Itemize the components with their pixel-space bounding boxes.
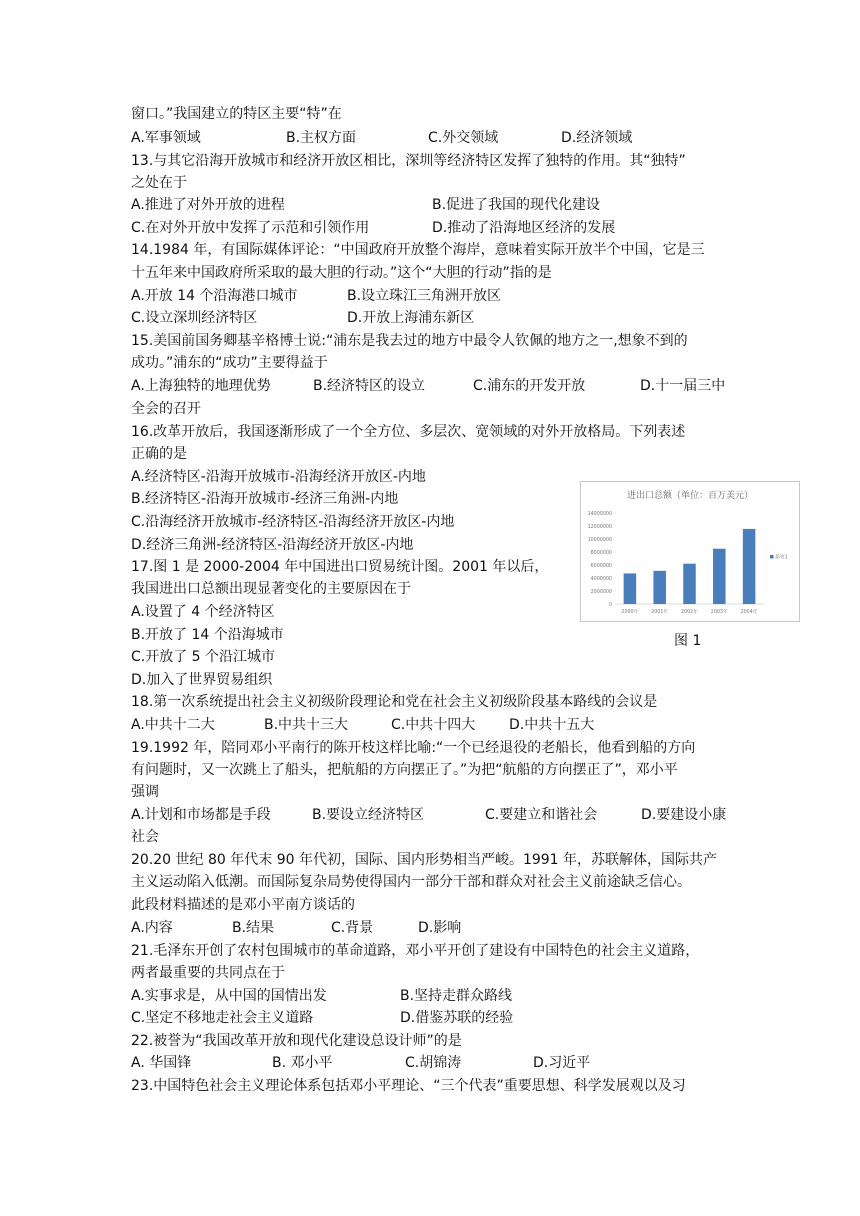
q21-option-b: B.坚持走群众路线 [400,988,513,1004]
question-16-text: 16.改革开放后，我国逐渐形成了一个全方位、多层次、宽领域的对外开放格局。下列表述 [131,424,686,440]
chart-title: 进出口总额（单位：百万美元） [626,491,754,501]
q21-option-a: A.实事求是，从中国的国情出发 [131,988,327,1004]
q18-option-c: C.中共十四大 [391,717,476,733]
question-13-text-cont: 之处在于 [131,175,187,191]
q18-option-b: B.中共十三大 [264,717,349,733]
question-21-text: 21.毛泽东开创了农村包围城市的革命道路，邓小平开创了建设有中国特色的社会主义道路， [131,943,700,959]
q16-option-a: A.经济特区-沿海开放城市-沿海经济开放区-内地 [131,469,426,485]
y-tick-label: 10000000 [587,538,612,543]
legend-swatch [770,555,774,559]
y-tick-label: 6000000 [590,564,612,569]
question-15-text: 15.美国前国务卿基辛格博士说:“浦东是我去过的地方中最令人钦佩的地方之一,想象不到的 [131,333,688,349]
question-16-text-cont: 正确的是 [131,446,187,462]
q14-option-d: D.开放上海浦东新区 [347,310,475,326]
trade-chart [580,481,800,622]
q22-option-b: B. 邓小平 [272,1055,333,1071]
q17-option-c: C.开放了 5 个沿江城市 [131,649,276,665]
q19-option-c: C.要建立和谐社会 [485,807,598,823]
q14-option-b: B.设立珠江三角洲开放区 [347,288,502,304]
q15-option-a: A.上海独特的地理优势 [131,378,271,394]
question-13-text: 13.与其它沿海开放城市和经济开放区相比，深圳等经济特区发挥了独特的作用。其“独特” [131,153,686,169]
q15-option-c: C.浦东的开发开放 [473,378,586,394]
chart-bar [624,573,637,604]
chart-bar [713,549,726,604]
chart-bar [683,564,696,604]
q17-option-b: B.开放了 14 个沿海城市 [131,627,284,643]
q12-option-d: D.经济领域 [561,130,633,146]
question-12-text: 窗口。”我国建立的特区主要“特”在 [131,106,342,122]
question-15-text-cont: 成功。”浦东的“成功”主要得益于 [131,355,328,371]
q16-option-d: D.经济三角洲-经济特区-沿海经济开放区-内地 [131,537,414,553]
question-20-text: 20.20 世纪 80 年代末 90 年代初，国际、国内形势相当严峻。1991 年，苏联解体，国际共产 [131,852,718,868]
q19-option-b: B.要设立经济特区 [312,807,425,823]
q15-option-b: B.经济特区的设立 [313,378,426,394]
q20-option-c: C.背景 [331,920,374,936]
q15-option-d: D.十一届三中 [640,378,726,394]
q15-option-d-cont: 全会的召开 [131,401,201,417]
x-tick-label: 2001年 [651,610,669,615]
q13-option-d: D.推动了沿海地区经济的发展 [432,220,616,236]
question-20-text-cont2: 此段材料描述的是邓小平南方谈话的 [131,897,355,913]
figure-caption: 图 1 [674,633,702,649]
q22-option-a: A. 华国锋 [131,1055,192,1071]
x-tick-label: 2003年 [710,610,728,615]
question-14-text: 14.1984 年，有国际媒体评论：“中国政府开放整个海岸，意味着实际开放半个中国，它是三 [131,242,705,258]
q13-option-c: C.在对外开放中发挥了示范和引领作用 [131,220,370,236]
q20-option-b: B.结果 [232,920,275,936]
q20-option-d: D.影响 [418,920,462,936]
chart-bar [653,571,666,604]
y-tick-label: 12000000 [587,525,612,530]
chart-canvas [581,482,799,621]
q16-option-b: B.经济特区-沿海开放城市-经济三角洲-内地 [131,491,399,507]
q12-option-b: B.主权方面 [286,130,357,146]
q14-option-a: A.开放 14 个沿海港口城市 [131,288,298,304]
chart-bar [743,529,756,604]
x-tick-label: 2000年 [621,610,639,615]
question-22-text: 22.被誉为“我国改革开放和现代化建设总设计师”的是 [131,1033,462,1049]
question-21-text-cont: 两者最重要的共同点在于 [131,965,285,981]
question-18-text: 18.第一次系统提出社会主义初级阶段理论和党在社会主义初级阶段基本路线的会议是 [131,694,658,710]
q22-option-c: C.胡锦涛 [405,1055,462,1071]
q19-option-d: D.要建设小康 [641,807,727,823]
legend-label: 系列1 [775,555,788,561]
q16-option-c: C.沿海经济开放城市-经济特区-沿海经济开放区-内地 [131,514,455,530]
q13-option-a: A.推进了对外开放的进程 [131,197,285,213]
q18-option-a: A.中共十二大 [131,717,215,733]
q13-option-b: B.促进了我国的现代化建设 [432,197,601,213]
q21-option-c: C.坚定不移地走社会主义道路 [131,1010,314,1026]
q19-option-d-cont: 社会 [131,829,159,845]
q14-option-c: C.设立深圳经济特区 [131,310,258,326]
question-17-text: 17.图 1 是 2000-2004 年中国进出口贸易统计图。2001 年以后， [131,559,549,575]
q17-option-d: D.加入了世界贸易组织 [131,672,273,688]
q12-option-c: C.外交领域 [428,130,499,146]
y-tick-label: 2000000 [590,590,612,595]
y-tick-label: 14000000 [587,512,612,517]
question-17-text-cont: 我国进出口总额出现显著变化的主要原因在于 [131,581,411,597]
q12-option-a: A.军事领域 [131,130,201,146]
question-19-text-cont2: 强调 [131,784,159,800]
q17-option-a: A.设置了 4 个经济特区 [131,604,275,620]
x-tick-label: 2004年 [740,610,758,615]
q18-option-d: D.中共十五大 [509,717,595,733]
y-tick-label: 4000000 [590,577,612,582]
question-19-text: 19.1992 年，陪同邓小平南行的陈开枝这样比喻:“一个已经退役的老船长，他看到船的方向 [131,740,696,756]
question-14-text-cont: 十五年来中国政府所采取的最大胆的行动。”这个“大胆的行动”指的是 [131,265,552,281]
q21-option-d: D.借鉴苏联的经验 [400,1010,514,1026]
q20-option-a: A.内容 [131,920,173,936]
q22-option-d: D.习近平 [533,1055,591,1071]
x-tick-label: 2002年 [680,610,699,615]
y-tick-label: 8000000 [590,551,612,556]
question-20-text-cont: 主义运动陷入低潮。而国际复杂局势使得国内一部分干部和群众对社会主义前途缺乏信心。 [131,874,691,890]
question-19-text-cont: 有问题时，又一次跳上了船头，把航船的方向摆正了。”为把“航船的方向摆正了”，邓小平 [131,762,678,778]
q19-option-a: A.计划和市场都是手段 [131,807,271,823]
y-tick-label: 0 [608,603,612,608]
question-23-text: 23.中国特色社会主义理论体系包括邓小平理论、“三个代表”重要思想、科学发展观以及习 [131,1078,686,1094]
